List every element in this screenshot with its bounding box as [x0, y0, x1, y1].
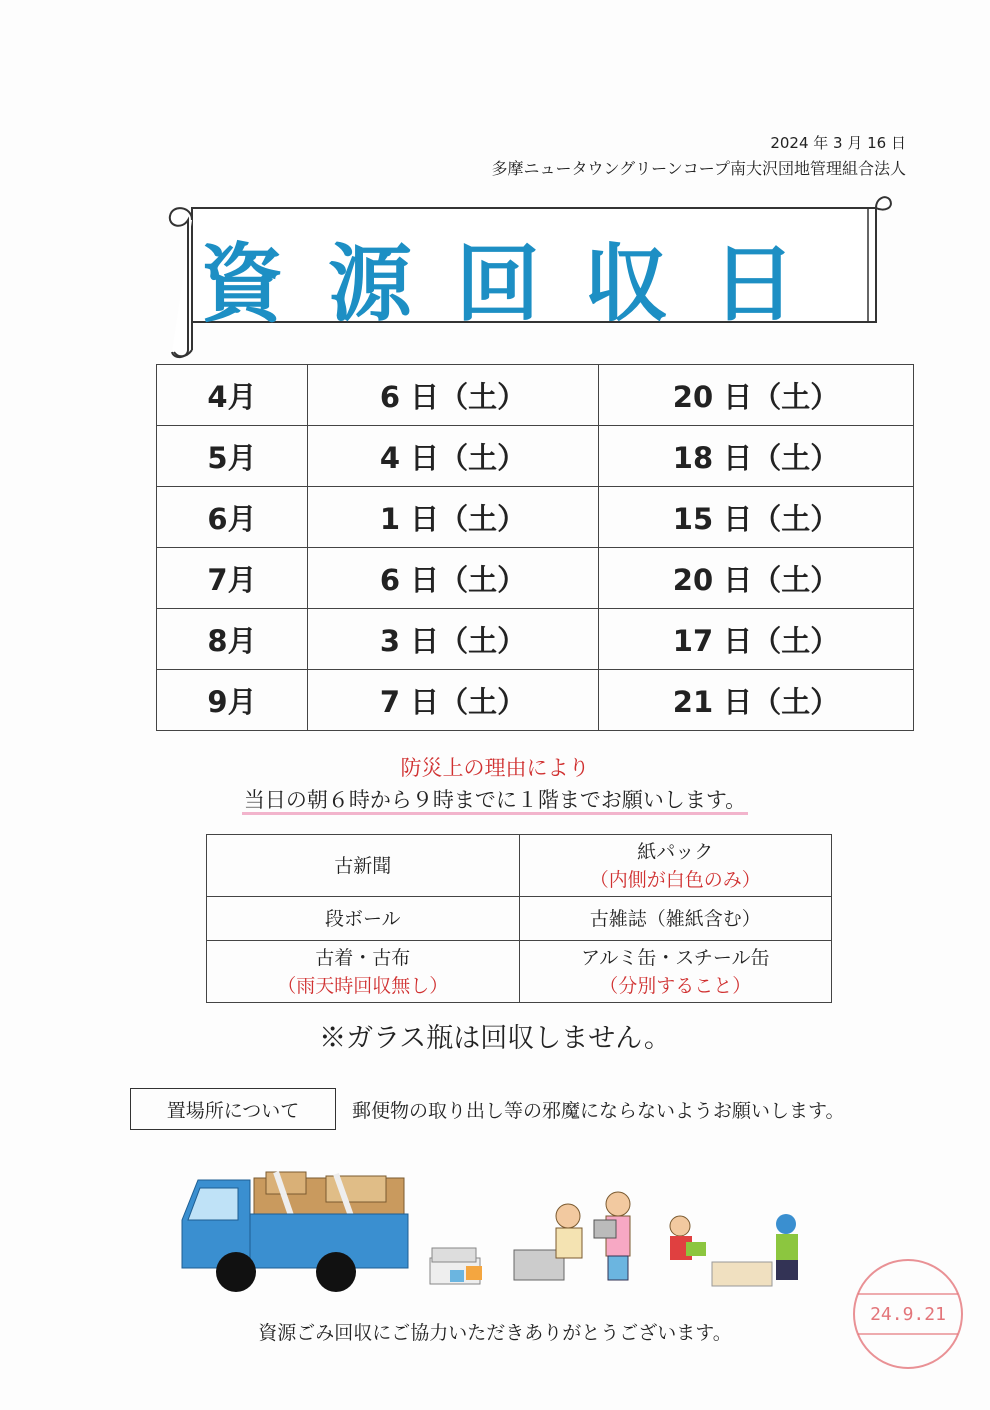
item-label: アルミ缶・スチール缶: [581, 946, 770, 969]
organization-name: 多摩ニュータウングリーンコープ南大沢団地管理組合法人: [491, 159, 906, 178]
table-row: [157, 426, 914, 487]
table-row: [157, 487, 914, 548]
page-title: 資源回収日: [199, 234, 840, 333]
item-cell: [519, 897, 832, 941]
item-cell: [207, 897, 520, 941]
item-cell: [207, 835, 520, 897]
first-date-cell: 3 日（土）: [308, 609, 599, 670]
table-row: [207, 897, 832, 941]
month-cell: 5月: [157, 426, 308, 487]
items-table: [206, 834, 832, 1003]
item-cell: [519, 835, 832, 897]
item-note: （分別すること）: [599, 974, 752, 997]
second-date-cell: 18 日（土）: [599, 426, 914, 487]
table-row: [157, 670, 914, 731]
item-label: 古雑誌（雑紙含む）: [589, 907, 761, 930]
placement-label: 置場所について: [166, 1099, 300, 1122]
newspaper-bundle-icon: [426, 1244, 486, 1290]
table-row: [157, 365, 914, 426]
month-cell: 7月: [157, 548, 308, 609]
first-date-cell: 4 日（土）: [308, 426, 599, 487]
first-date-cell: 6 日（土）: [308, 365, 599, 426]
item-label: 古着・古布: [315, 946, 411, 969]
truck-illustration: [176, 1170, 416, 1300]
table-row: [157, 548, 914, 609]
glass-note: ※ガラス瓶は回収しません。: [319, 1023, 671, 1054]
item-cell: [519, 941, 832, 1003]
schedule-table: [156, 364, 914, 731]
second-date-cell: 15 日（土）: [599, 487, 914, 548]
stamp-text: 24.9.21: [870, 1304, 946, 1325]
issue-date: 2024 年 3 月 16 日: [770, 134, 906, 152]
first-date-cell: 7 日（土）: [308, 670, 599, 731]
second-date-cell: 21 日（土）: [599, 670, 914, 731]
first-date-cell: 1 日（土）: [308, 487, 599, 548]
time-note-text: 当日の朝６時から９時までに１階までお願いします。: [242, 788, 748, 815]
item-label: 古新聞: [334, 854, 392, 877]
item-label: 紙パック: [637, 840, 714, 863]
second-date-cell: 20 日（土）: [599, 365, 914, 426]
people-tying-bundles-illustration: [510, 1190, 640, 1290]
table-row: [207, 835, 832, 897]
placement-label-box: [130, 1088, 336, 1130]
item-note: （雨天時回収無し）: [277, 974, 449, 997]
month-cell: 9月: [157, 670, 308, 731]
thanks-message: 資源ごみ回収にご協力いただきありがとうございます。: [258, 1322, 732, 1344]
second-date-cell: 20 日（土）: [599, 548, 914, 609]
item-note: （内側が白色のみ）: [589, 868, 761, 891]
month-cell: 6月: [157, 487, 308, 548]
children-carrying-items-illustration: [662, 1212, 812, 1292]
month-cell: 4月: [157, 365, 308, 426]
second-date-cell: 17 日（土）: [599, 609, 914, 670]
placement-text: 郵便物の取り出し等の邪魔にならないようお願いします。: [352, 1100, 845, 1122]
reason-note: 防災上の理由により: [400, 756, 590, 780]
time-note: [0, 784, 990, 814]
table-row: [157, 609, 914, 670]
first-date-cell: 6 日（土）: [308, 548, 599, 609]
month-cell: 8月: [157, 609, 308, 670]
date-stamp-icon: [848, 1254, 968, 1374]
item-label: 段ボール: [324, 907, 401, 930]
item-cell: [207, 941, 520, 1003]
table-row: [207, 941, 832, 1003]
